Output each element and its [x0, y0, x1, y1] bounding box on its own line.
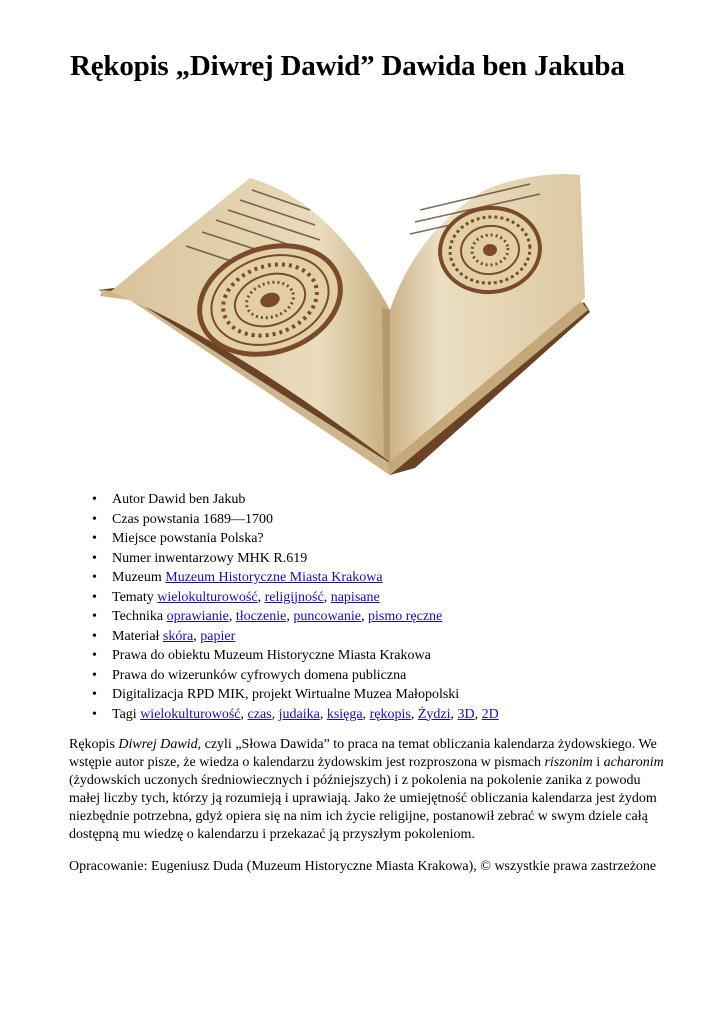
metadata-item [92, 529, 499, 549]
metadata-item: • Materiał skóra, papier [92, 627, 499, 647]
metadata-label: Prawa do wizerunków cyfrowych [112, 667, 301, 683]
metadata-label: Autor [112, 492, 145, 507]
metadata-link[interactable]: napisane [330, 589, 380, 605]
metadata-label: Technika [112, 609, 164, 624]
metadata-item [92, 549, 499, 569]
metadata-link[interactable]: Żydzi [417, 706, 451, 722]
metadata-item [92, 568, 499, 588]
metadata-value: RPD MIK, projekt Wirtualne Muzea Małopolski [187, 687, 460, 702]
metadata-link[interactable]: rękopis [369, 706, 411, 722]
metadata-link[interactable]: pismo ręczne [368, 609, 443, 624]
metadata-link[interactable]: tłoczenie [235, 609, 287, 624]
metadata-label: Czas powstania [112, 511, 200, 527]
metadata-link[interactable]: księga [326, 706, 363, 722]
metadata-label: Miejsce powstania [112, 531, 217, 546]
credit-line: Opracowanie: Eugeniusz Duda (Muzeum Historyczne Miasta Krakowa), © wszystkie prawa zastrzeżone [69, 859, 657, 874]
desc-term-acharonim: acharonim [603, 755, 664, 770]
metadata-link[interactable]: judaika [278, 706, 320, 722]
metadata-label: Numer inwentarzowy [112, 550, 234, 566]
metadata-value: MHK R.619 [237, 550, 308, 566]
metadata-item [92, 666, 499, 686]
manuscript-photo [90, 150, 630, 480]
page-title: Rękopis „Diwrej Dawid” Dawida ben Jakuba [70, 50, 625, 82]
metadata-label: Tematy [112, 589, 154, 605]
metadata-item [92, 646, 499, 666]
metadata-value: Polska? [220, 531, 264, 546]
desc-text-1: Rękopis [69, 737, 119, 752]
metadata-link[interactable]: 3D [457, 706, 475, 722]
metadata-item [92, 510, 499, 530]
metadata-label: Materiał [112, 628, 160, 644]
metadata-label: Muzeum [112, 570, 162, 585]
metadata-value: domena publiczna [304, 667, 407, 683]
metadata-link[interactable]: czas [247, 706, 272, 722]
metadata-link[interactable]: religijność [264, 589, 324, 605]
metadata-label: Digitalizacja [112, 687, 184, 702]
metadata-link[interactable]: oprawianie [166, 609, 229, 624]
metadata-list [92, 490, 499, 724]
description [69, 736, 669, 844]
desc-text-3: i [592, 755, 604, 770]
metadata-link[interactable]: puncowanie [293, 609, 361, 624]
metadata-value: Muzeum Historyczne Miasta Krakowa [213, 648, 431, 663]
metadata-link[interactable]: Muzeum Historyczne Miasta Krakowa [165, 570, 383, 585]
metadata-item: • Tematy wielokulturowość, religijność, napisane [92, 588, 499, 608]
metadata-link[interactable]: papier [200, 628, 236, 644]
desc-text-4: (żydowskich uczonych średniowiecznych i późniejszych) i z pokolenia na pokolenie zanika z powodu małej liczby tych, którzy ją rozumieją i uprawiają. Jako że umiejętność obliczania kalendarza jest żydom niezbędnie potrzebna, gdyż opiera się na nim ich życie religijne, postanowił zebrać w swym dziele całą dostępną mu wiedzę o kalendarzu i przekazać ją przyszłym pokoleniom. [69, 773, 657, 842]
metadata-link[interactable]: wielokulturowość [157, 589, 258, 605]
desc-title-italic: Diwrej Dawid [118, 737, 198, 752]
metadata-label: Tagi [112, 706, 137, 722]
metadata-link[interactable]: wielokulturowość [140, 706, 241, 722]
metadata-label: Prawa do obiektu [112, 648, 210, 663]
metadata-item: • Technika oprawianie, tłoczenie, puncowanie, pismo ręczne [92, 607, 499, 627]
metadata-item [92, 490, 499, 510]
metadata-value: Dawid ben Jakub [148, 492, 246, 507]
metadata-link[interactable]: 2D [481, 706, 499, 722]
metadata-value: 1689—1700 [202, 511, 273, 527]
desc-text-2: , czyli „Słowa Dawida” to praca na temat obliczania kalendarza żydowskiego. We wstępie autor pisze, że wiedza o kalendarzu żydowskim jest rozproszona w pismach [69, 737, 657, 770]
metadata-item [92, 685, 499, 705]
metadata-link[interactable]: skóra [162, 628, 194, 644]
desc-term-riszonim: riszonim [544, 755, 593, 770]
metadata-item: • Tagi wielokulturowość, czas, judaika, księga, rękopis, Żydzi, 3D, 2D [92, 705, 499, 725]
